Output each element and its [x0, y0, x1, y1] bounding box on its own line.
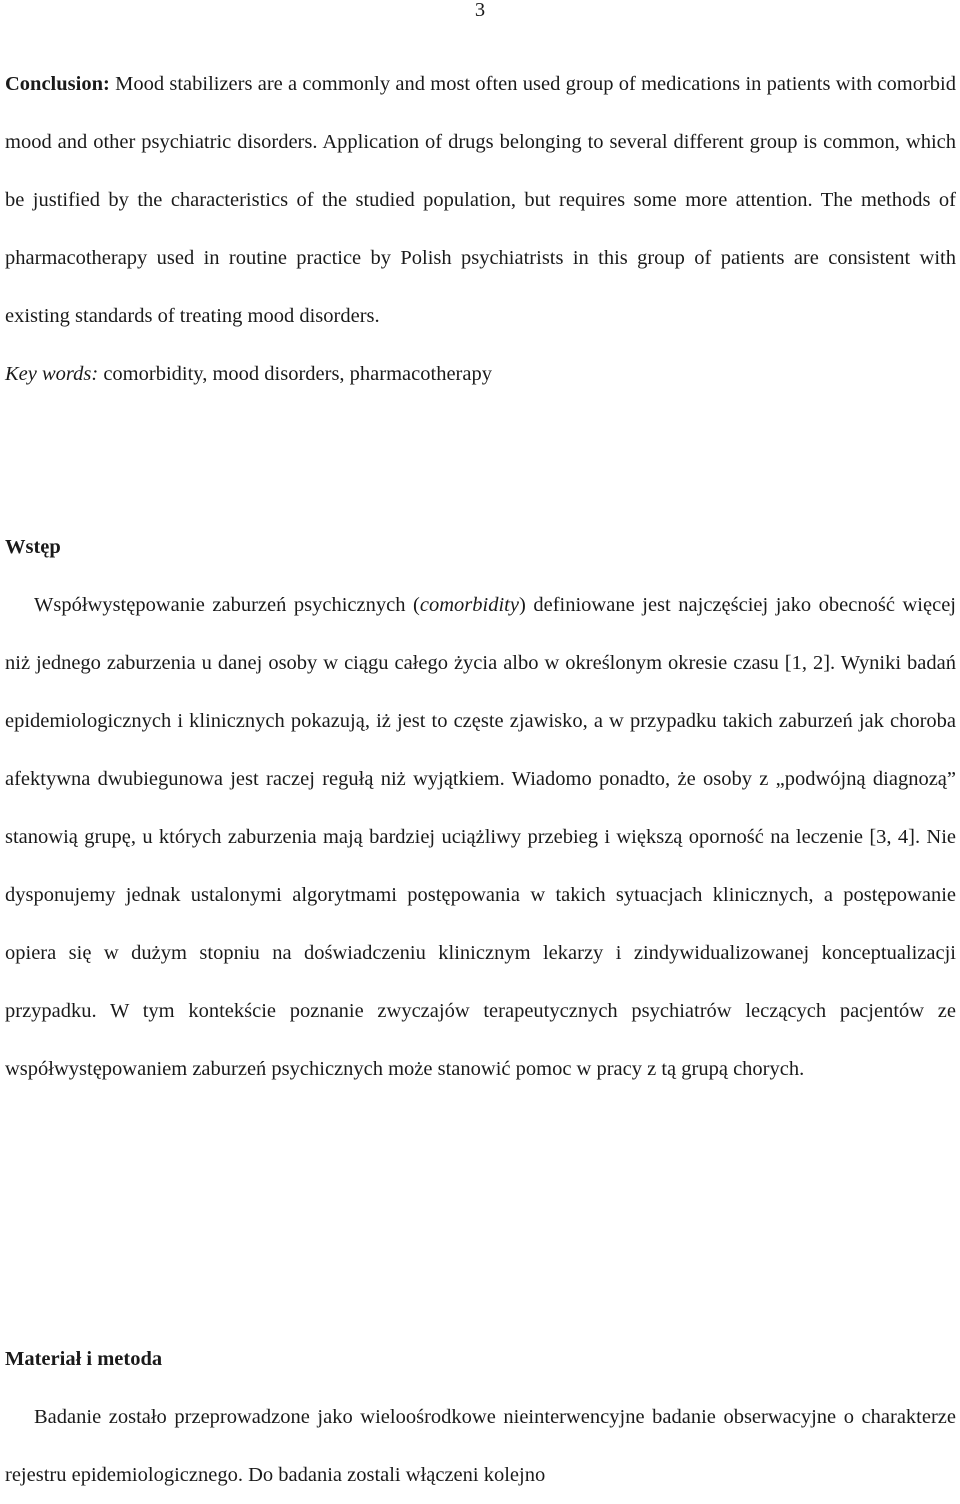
- methods-heading: Materiał i metoda: [5, 1348, 163, 1370]
- intro-text-italic: comorbidity: [419, 594, 519, 616]
- conclusion-section: [5, 55, 956, 403]
- intro-text-after: ) definiowane jest najczęściej jako obecność więcej niż jednego zaburzenia u danej osoby w ciągu całego życia albo w określonym okresie czasu [1, 2]. Wyniki badań epidemiologicznych i klinicznych pokazują, iż jest to częste zjawisko, a w przypadku takich zaburzeń jak choroba afektywna dwubiegunowa jest raczej regułą niż wyjątkiem. Wiadomo ponadto, że osoby z „podwójną diagnozą” stanowią grupę, u których zaburzenia mają bardziej uciążliwy przebieg i większą oporność na leczenie [3, 4]. Nie dysponujemy jednak ustalonymi algorytmami postępowania w takich sytuacjach klinicznych, a postępowanie opiera się w dużym stopniu na doświadczeniu klinicznym lekarzy i zindywidualizowanej konceptualizacji przypadku. W tym kontekście poznanie zwyczajów terapeutycznych psychiatrów leczących pacjentów ze współwystępowaniem zaburzeń psychicznych może stanowić pomoc w pracy z tą grupą chorych.: [5, 594, 956, 1080]
- conclusion-paragraph: [5, 55, 956, 345]
- intro-text-before: Współwystępowanie zaburzeń psychicznych (: [34, 594, 420, 616]
- keywords-text: comorbidity, mood disorders, pharmacotherapy: [98, 363, 492, 385]
- intro-section: [5, 576, 956, 1098]
- page-number: 3: [474, 0, 486, 21]
- keywords-label: Key words:: [5, 363, 99, 385]
- intro-paragraph: [5, 576, 956, 1098]
- intro-heading: Wstęp: [5, 536, 61, 558]
- keywords-paragraph: [5, 345, 956, 403]
- methods-section: [5, 1388, 956, 1504]
- conclusion-text: Mood stabilizers are a commonly and most often used group of medications in patients with comorbid mood and other psychiatric disorders. Application of drugs belonging to several different group is common, which be justified by the characteristics of the studied population, but requires some more attention. The methods of pharmacotherapy used in routine practice by Polish psychiatrists in this group of patients are consistent with existing standards of treating mood disorders.: [5, 73, 956, 327]
- conclusion-label: Conclusion:: [5, 73, 110, 95]
- methods-paragraph: Badanie zostało przeprowadzone jako wieloośrodkowe nieinterwencyjne badanie obserwacyjne o charakterze rejestru epidemiologicznego. Do badania zostali włączeni kolejno: [5, 1406, 956, 1486]
